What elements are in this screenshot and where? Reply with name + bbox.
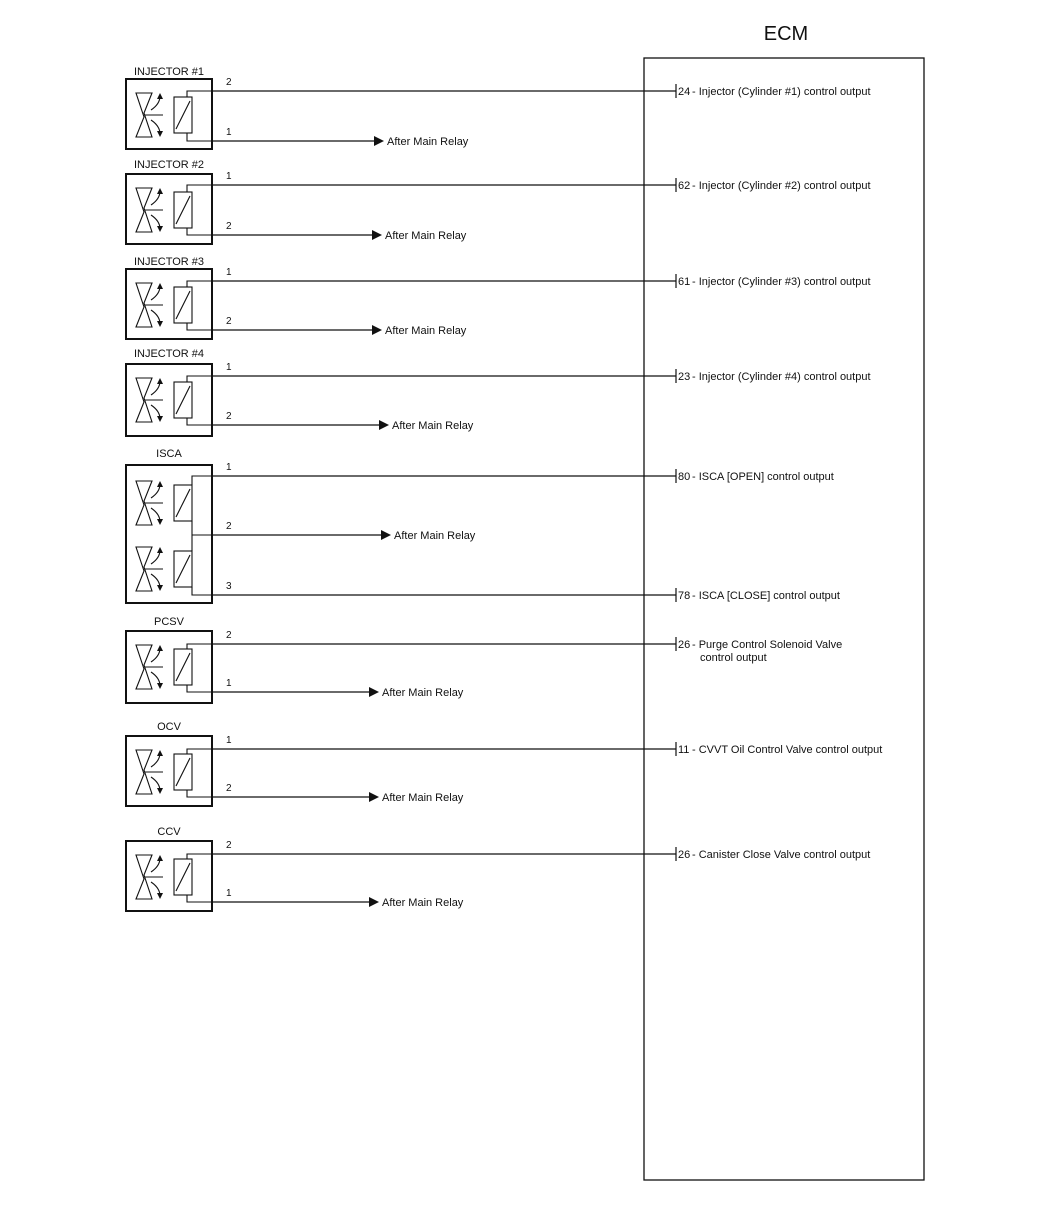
ecm-terminal-desc: [692, 180, 871, 192]
wire-pin-1: [212, 735, 882, 756]
ecm-terminal-desc: [692, 86, 871, 98]
ecm-terminal-desc: [692, 276, 871, 288]
component-box: [126, 269, 212, 339]
wire-pin-3: [212, 581, 840, 602]
wire-pin-1: [212, 267, 871, 288]
ecm-terminal-number: 23: [678, 371, 691, 383]
component-inj4: [126, 348, 871, 436]
wire-pin-2: [212, 221, 467, 242]
pin-number: 2: [226, 783, 232, 794]
wire-pin-1: [212, 127, 469, 148]
pin-number: 2: [226, 411, 232, 422]
solenoid-valve-icon: [136, 283, 192, 327]
pin-number: 1: [226, 462, 232, 473]
component-ccv: [126, 826, 870, 911]
component-box: [126, 79, 212, 149]
ecm-terminal-desc: [692, 639, 842, 664]
wire-pin-2: [212, 316, 467, 337]
component-ocv: [126, 721, 882, 806]
pin-number: 1: [226, 888, 232, 899]
wire-pin-2: [212, 630, 842, 664]
arrowhead-icon: [369, 897, 379, 907]
component-label: PCSV: [154, 616, 184, 628]
pin-number: 1: [226, 171, 232, 182]
pin-number: 2: [226, 840, 232, 851]
pin-number: 1: [226, 678, 232, 689]
component-label: INJECTOR #3: [133, 256, 205, 268]
desc-line: - Injector (Cylinder #2) control output: [692, 180, 871, 192]
pin-number: 2: [226, 221, 232, 232]
component-inj1: [126, 66, 871, 149]
arrowhead-icon: [379, 420, 389, 430]
wire-pin-1: [212, 462, 834, 483]
component-label: INJECTOR #2: [133, 159, 205, 171]
relay-label: After Main Relay: [382, 792, 464, 804]
desc-line: - Injector (Cylinder #1) control output: [692, 86, 871, 98]
desc-line: - Injector (Cylinder #4) control output: [692, 371, 871, 383]
component-label: INJECTOR #4: [133, 348, 205, 360]
relay-label: After Main Relay: [382, 897, 464, 909]
ecm-terminal-number: 62: [678, 180, 691, 192]
component-box: [126, 841, 212, 911]
pin-number: 1: [226, 735, 232, 746]
solenoid-valve-icon: [136, 750, 192, 794]
arrowhead-icon: [369, 792, 379, 802]
pin-number: 1: [226, 127, 232, 138]
arrowhead-icon: [369, 687, 379, 697]
solenoid-valve-icon: [136, 378, 192, 422]
component-inj2: [126, 159, 871, 244]
solenoid-valve-icon: [136, 93, 192, 137]
ecm-terminal-number: 24: [678, 86, 691, 98]
desc-line: - Canister Close Valve control output: [692, 849, 871, 861]
pin-number: 1: [226, 362, 232, 373]
component-isca: [126, 448, 840, 603]
ecm-terminal-number: 80: [678, 471, 691, 483]
wire-pin-1: [212, 362, 871, 383]
ecm-box: [644, 58, 924, 1180]
ecm-terminal-desc: [692, 744, 882, 756]
component-inj3: [126, 256, 871, 339]
ecm-terminal-number: 78: [678, 590, 691, 602]
wire-pin-1: [212, 171, 871, 192]
pin-number: 1: [226, 267, 232, 278]
solenoid-valve-icon: [136, 481, 192, 525]
arrowhead-icon: [374, 136, 384, 146]
ecm-terminal-desc: [692, 471, 834, 483]
ecm-terminal-desc: [692, 371, 871, 383]
component-label: INJECTOR #1: [133, 66, 205, 78]
relay-label: After Main Relay: [387, 136, 469, 148]
pin-number: 2: [226, 316, 232, 327]
ecm-title: ECM: [763, 23, 809, 45]
arrowhead-icon: [372, 230, 382, 240]
relay-label: After Main Relay: [385, 230, 467, 242]
ecm-terminal-number: 26: [678, 639, 691, 651]
solenoid-valve-icon: [136, 855, 192, 899]
relay-label: After Main Relay: [385, 325, 467, 337]
component-label: CCV: [157, 826, 181, 838]
arrowhead-icon: [381, 530, 391, 540]
ecm-terminal-number: 61: [678, 276, 691, 288]
pin-number: 2: [226, 630, 232, 641]
solenoid-valve-icon: [136, 547, 192, 591]
component-label: OCV: [157, 721, 181, 733]
wire-pin-1: [212, 678, 464, 699]
desc-line: - CVVT Oil Control Valve control output: [692, 744, 883, 756]
ecm-terminal-number: 26: [678, 849, 691, 861]
solenoid-valve-icon: [136, 188, 192, 232]
component-pcsv: [126, 616, 842, 703]
desc-line: - Injector (Cylinder #3) control output: [692, 276, 871, 288]
pin-number: 3: [226, 581, 232, 592]
wire-pin-2: [212, 840, 870, 861]
desc-line: - Purge Control Solenoid Valve: [692, 639, 843, 651]
wire-pin-1: [212, 888, 464, 909]
wire-pin-2: [212, 77, 871, 98]
arrowhead-icon: [372, 325, 382, 335]
desc-line: - ISCA [CLOSE] control output: [692, 590, 840, 602]
solenoid-valve-icon: [136, 645, 192, 689]
relay-label: After Main Relay: [394, 530, 476, 542]
component-box: [126, 736, 212, 806]
component-label: ISCA: [156, 448, 182, 460]
relay-label: After Main Relay: [392, 420, 474, 432]
desc-line: - ISCA [OPEN] control output: [692, 471, 834, 483]
wire-pin-2: [212, 411, 474, 432]
ecm-terminal-desc: [692, 590, 840, 602]
desc-line: control output: [700, 652, 767, 664]
wire-pin-2: [212, 783, 464, 804]
relay-label: After Main Relay: [382, 687, 464, 699]
wire-pin-2: [212, 521, 476, 542]
ecm-terminal-number: 11: [678, 744, 690, 756]
pin-number: 2: [226, 521, 232, 532]
pin-number: 2: [226, 77, 232, 88]
ecm-terminal-desc: [692, 849, 870, 861]
